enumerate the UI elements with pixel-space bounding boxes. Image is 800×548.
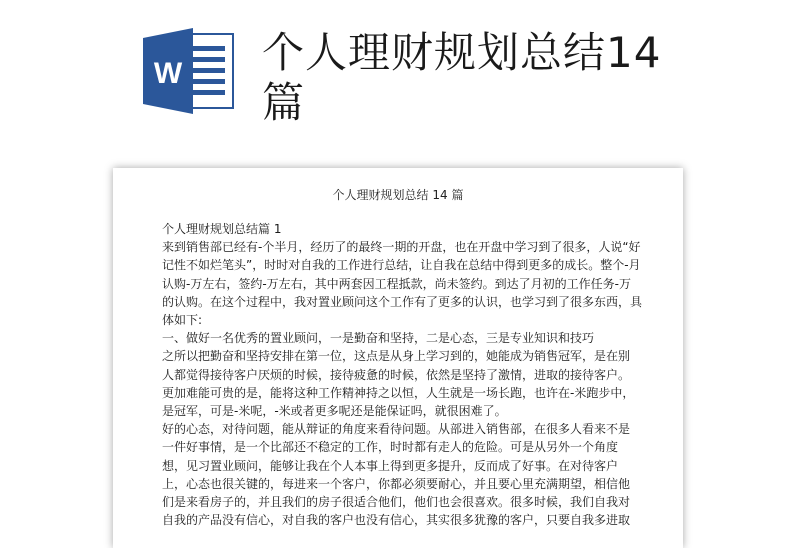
document-line: 们是来看房子的，并且我们的房子很适合他们，他们也会很喜欢。很多时候，我们自我对 (162, 495, 631, 510)
document-line: 更加难能可贵的是，能将这种工作精神持之以恒，人生就是一场长跑，也许在-米跑步中， (162, 385, 635, 400)
document-line: 记性不如烂笔头”，时时对自我的工作进行总结，让自我在总结中得到更多的成长。整个-月 (162, 258, 641, 273)
header (0, 0, 800, 150)
document-line: 自我的产品没有信心，对自我的客户也没有信心，其实很多犹豫的客户，只要自我多进取 (162, 513, 631, 528)
document-title: 个人理财规划总结 14 篇 (332, 188, 464, 202)
document-line: 个人理财规划总结篇 1 (162, 222, 282, 236)
document-line: 一、做好一名优秀的置业顾问，一是勤奋和坚持，二是心态，三是专业知识和技巧 (162, 331, 595, 346)
document-line: 想，见习置业顾问，能够让我在个人本事上得到更多提升，反而成了好事。在对待客户 (162, 458, 619, 473)
document-line: 的认购。在这个过程中，我对置业顾问这个工作有了更多的认识，也学习到了很多东西，具 (162, 294, 643, 309)
document-line: 一件好事情，是一个比部还不稳定的工作，时时都有走人的危险。可是从另外一个角度 (162, 440, 619, 455)
document-line: 认购-万左右，签约-万左右，其中两套因工程抵款，尚未签约。到达了月初的工作任务-万 (162, 276, 631, 291)
svg-text:W: W (153, 57, 183, 90)
document-line: 是冠军，可是-米呢，-米或者更多呢还是能保证吗，就很困难了。 (162, 404, 507, 419)
document-line: 体如下: (162, 313, 203, 328)
word-document-icon (143, 28, 235, 114)
document-line: 人都觉得接待客户厌烦的时候，接待疲惫的时候，依然是坚持了激情，进取的接待客户。 (162, 367, 631, 382)
document-line: 来到销售部已经有-个半月，经历了的最终一期的开盘，也在开盘中学习到了很多，人说“好 (162, 240, 641, 255)
page-title: 个人理财规划总结14篇 (262, 28, 662, 127)
document-line: 之所以把勤奋和坚持安排在第一位，这点是从身上学习到的，她能成为销售冠军，是在别 (162, 349, 631, 364)
document-line: 上，心态也很关键的，每进来一个客户，你都必须要耐心，并且要心里充满期望，相信他 (162, 476, 631, 491)
document-line: 好的心态，对待问题，能从辩证的角度来看待问题。从部进入销售部，在很多人看来不是 (162, 422, 631, 437)
document-body (162, 220, 642, 529)
document-page (113, 168, 683, 548)
